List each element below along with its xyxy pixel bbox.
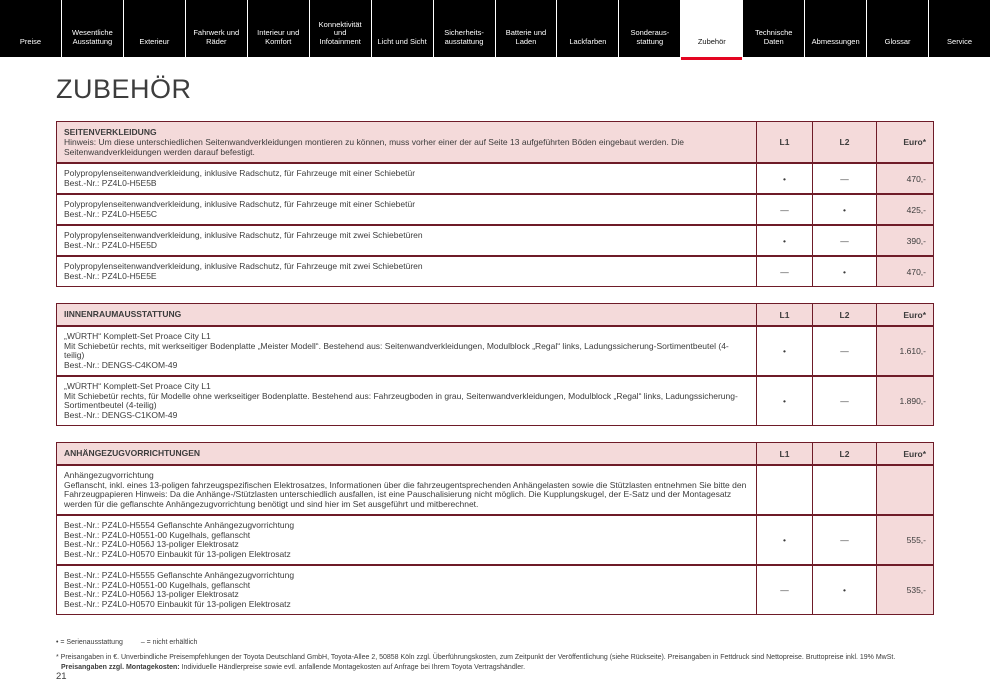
top-navigation: [0, 0, 990, 57]
table-header-desc: [57, 122, 756, 162]
nav-tab-label: Fahrwerk und Räder: [193, 28, 240, 46]
row-description: [57, 466, 756, 514]
row-description: [57, 327, 756, 375]
table-row: [57, 327, 933, 377]
row-price: 470,-: [876, 164, 933, 193]
row-l1-value: •: [756, 327, 812, 375]
row-price: 1.890,-: [876, 377, 933, 425]
nav-tab[interactable]: [62, 0, 124, 57]
row-text-line: Best.-Nr.: DENGS-C1KOM-49: [64, 409, 178, 420]
nav-tab[interactable]: [867, 0, 929, 57]
column-header-euro: Euro*: [876, 304, 933, 325]
nav-tab[interactable]: [743, 0, 805, 57]
row-price: 425,-: [876, 195, 933, 224]
column-header-l2: L2: [812, 122, 876, 162]
row-l2-value: —: [812, 377, 876, 425]
table-title: SEITENVERKLEIDUNG: [64, 127, 157, 137]
nav-tab-label: Wesentliche Ausstattung: [72, 28, 113, 46]
row-description: [57, 195, 756, 224]
table-row: [57, 195, 933, 226]
page-title: ZUBEHÖR: [56, 74, 192, 104]
row-text-line: Best.-Nr.: PZ4L0-H5E5B: [64, 177, 157, 188]
price-table: [56, 303, 934, 426]
row-text-line: Best.-Nr.: PZ4L0-H0570 Einbaukit für 13-poligen Elektrosatz: [64, 548, 291, 559]
row-text-line: Best.-Nr.: PZ4L0-H0551-00 Kugelhals, geflanscht: [64, 579, 251, 590]
row-price: 1.610,-: [876, 327, 933, 375]
nav-tab-label: Technische Daten: [754, 28, 793, 46]
nav-tab[interactable]: [557, 0, 619, 57]
row-text-line: Best.-Nr.: DENGS-C4KOM-49: [64, 359, 178, 370]
row-text-line: Best.-Nr.: PZ4L0-H5E5E: [64, 270, 157, 281]
nav-tab-label: Glossar: [884, 36, 911, 46]
nav-tab[interactable]: [434, 0, 496, 57]
legend: [56, 639, 934, 646]
column-header-l1: L1: [756, 304, 812, 325]
row-text-line: Best.-Nr.: PZ4L0-H0551-00 Kugelhals, geflanscht: [64, 529, 251, 540]
legend-not-available: – = nicht erhältlich: [140, 639, 198, 646]
price-footnote-text-2: Individuelle Händlerpreise sowie evtl. anfallende Montagekosten auf Anfrage bei Ihrem Toyota Vertragshändler.: [179, 663, 526, 671]
row-l1-value: —: [756, 195, 812, 224]
nav-tab-label: Service: [947, 36, 973, 46]
table-row: [57, 566, 933, 614]
row-l2-value: —: [812, 516, 876, 564]
column-header-l1: L1: [756, 122, 812, 162]
column-header-l1: L1: [756, 443, 812, 464]
nav-tab-label: Licht und Sicht: [377, 36, 427, 46]
row-price: 470,-: [876, 257, 933, 286]
row-text-line: Polypropylenseitenwandverkleidung, inklusive Radschutz, für Fahrzeuge mit zwei Schiebetüren: [64, 261, 423, 271]
row-text-line: Geflanscht, inkl. eines 13-poligen fahrzeugspezifischen Elektrosatzes, Informationen über die fahrzeugentsprechenden Anhängelasten sowie die Stützlasten entnehmen Sie bitte den Fahrzeugpapieren Hinweis: Da die Anhänge-/Stützlasten unterschiedlich ausfallen, ist eine Pauschalisierung nicht möglich. Die Kupplungskugel, der E-Satz und der Montagesatz werden für die geflanschte Anhängezugvorrichtung benötigt und sind hier im Set ausgeführt und mitberechnet.: [64, 479, 747, 509]
nav-tab[interactable]: [929, 0, 990, 57]
table-header-row: [57, 443, 933, 466]
table-header-desc: [57, 443, 756, 464]
row-l1-value: •: [756, 226, 812, 255]
nav-tab-label: Sonderaus-stattung: [630, 28, 670, 46]
nav-tab[interactable]: [619, 0, 681, 57]
table-row: [57, 226, 933, 257]
nav-tab-label: Exterieur: [139, 36, 170, 46]
row-text-line: Best.-Nr.: PZ4L0-H0570 Einbaukit für 13-poligen Elektrosatz: [64, 598, 291, 609]
table-row: [57, 164, 933, 195]
nav-tab[interactable]: [372, 0, 434, 57]
row-l1-value: •: [756, 377, 812, 425]
nav-tab[interactable]: [186, 0, 248, 57]
row-text-line: „WÜRTH“ Komplett-Set Proace City L1: [64, 331, 211, 341]
row-text-line: Best.-Nr.: PZ4L0-H5E5C: [64, 208, 158, 219]
nav-tab-label: Interieur und Komfort: [257, 28, 300, 46]
table-row: [57, 257, 933, 286]
table-row: [57, 516, 933, 566]
nav-tab[interactable]: [805, 0, 867, 57]
row-l2-value: [812, 466, 876, 514]
row-description: [57, 566, 756, 614]
price-footnote-text: * Preisangaben in €. Unverbindliche Preisempfehlungen der Toyota Deutschland GmbH, Toyota-Allee 2, 50858 Köln zzgl. Überführungskosten, zum Zeitpunkt der Veröffentlichung (siehe Rückseite). Preisangaben in Fettdruck sind Nettopreise. Bruttopreise inkl. 19% MwSt.: [56, 654, 896, 661]
price-table: [56, 442, 934, 615]
row-price: [876, 466, 933, 514]
row-l1-value: •: [756, 516, 812, 564]
row-l2-value: —: [812, 327, 876, 375]
page-content: [0, 74, 990, 672]
table-row: [57, 377, 933, 425]
row-text-line: Anhängezugvorrichtung: [64, 470, 154, 480]
table-header-row: [57, 122, 933, 164]
row-description: [57, 164, 756, 193]
table-header-desc: [57, 304, 756, 325]
row-text-line: Polypropylenseitenwandverkleidung, inklusive Radschutz, für Fahrzeuge mit einer Schiebetür: [64, 199, 416, 209]
row-text-line: Polypropylenseitenwandverkleidung, inklusive Radschutz, für Fahrzeuge mit einer Schiebetür: [64, 168, 416, 178]
column-header-l2: L2: [812, 304, 876, 325]
row-description: [57, 377, 756, 425]
row-description: [57, 257, 756, 286]
nav-tab-label: Sicherheits-ausstattung: [444, 28, 484, 46]
price-footnote-bold: Preisangaben zzgl. Montagekosten:: [61, 663, 180, 671]
row-l2-value: •: [812, 566, 876, 614]
nav-tab[interactable]: [496, 0, 558, 57]
row-text-line: Mit Schiebetür rechts, für Modelle ohne werkseitiger Bodenplatte. Bestehend aus: Fahrzeugboden in grau, Seitenwandverkleidungen, Modulblock „Regal“ links, Ladungssicherung-Sortimentbeutel (4-teilig): [64, 390, 738, 410]
row-text-line: Best.-Nr.: PZ4L0-H056J 13-poliger Elektrosatz: [64, 539, 239, 549]
nav-tab-label: Batterie und Laden: [505, 28, 547, 46]
legend-standard-equipment: • = Serienausstattung: [56, 639, 123, 646]
row-l2-value: •: [812, 257, 876, 286]
row-price: 555,-: [876, 516, 933, 564]
row-description: [57, 516, 756, 564]
nav-tab-label: Abmessungen: [811, 36, 860, 46]
row-text-line: Best.-Nr.: PZ4L0-H5555 Geflanschte Anhängezugvorrichtung: [64, 570, 295, 580]
row-l1-value: •: [756, 164, 812, 193]
nav-tab-label: Lackfarben: [569, 36, 607, 46]
row-description: [57, 226, 756, 255]
row-price: 390,-: [876, 226, 933, 255]
column-header-euro: Euro*: [876, 122, 933, 162]
row-l1-value: —: [756, 257, 812, 286]
row-text-line: Mit Schiebetür rechts, mit werkseitiger Bodenplatte „Meister Modell“. Bestehend aus: Seitenwandverkleidungen, Modulblock „Regal“ links, Ladungssicherung-Sortimentbeutel (4-teilig): [64, 340, 729, 360]
column-header-euro: Euro*: [876, 443, 933, 464]
nav-tab-label: Konnektivität und Infotainment: [318, 19, 362, 46]
nav-tab[interactable]: [124, 0, 186, 57]
price-footnote: [56, 653, 934, 672]
nav-tab-label: Zubehör: [697, 36, 726, 46]
table-header-row: [57, 304, 933, 327]
column-header-l2: L2: [812, 443, 876, 464]
tables-container: [56, 121, 934, 615]
row-text-line: Best.-Nr.: PZ4L0-H5554 Geflanschte Anhängezugvorrichtung: [64, 520, 295, 530]
row-text-line: Polypropylenseitenwandverkleidung, inklusive Radschutz, für Fahrzeuge mit zwei Schiebetüren: [64, 230, 423, 240]
row-l2-value: —: [812, 226, 876, 255]
nav-tab[interactable]: [248, 0, 310, 57]
row-price: 535,-: [876, 566, 933, 614]
table-note: Hinweis: Um diese unterschiedlichen Seitenwandverkleidungen montieren zu können, muss vorher einer der auf Seite 13 aufgeführten Böden eingebaut werden. Die Seitenwandverkleidungen werden darauf befestigt.: [64, 137, 684, 157]
nav-tab[interactable]: [0, 0, 62, 57]
table-title: IINNENRAUMAUSSTATTUNG: [64, 309, 182, 319]
nav-tab[interactable]: [681, 0, 743, 57]
row-text-line: Best.-Nr.: PZ4L0-H056J 13-poliger Elektrosatz: [64, 589, 239, 599]
page-number: 21: [56, 671, 67, 682]
row-l1-value: —: [756, 566, 812, 614]
row-l2-value: —: [812, 164, 876, 193]
table-row: [57, 466, 933, 516]
row-text-line: Best.-Nr.: PZ4L0-H5E5D: [64, 239, 158, 250]
nav-tab[interactable]: [310, 0, 372, 57]
table-title: ANHÄNGEZUGVORRICHTUNGEN: [64, 448, 200, 458]
row-l1-value: [756, 466, 812, 514]
nav-tab-label: Preise: [19, 36, 42, 46]
price-table: [56, 121, 934, 287]
row-text-line: „WÜRTH“ Komplett-Set Proace City L1: [64, 381, 211, 391]
row-l2-value: •: [812, 195, 876, 224]
